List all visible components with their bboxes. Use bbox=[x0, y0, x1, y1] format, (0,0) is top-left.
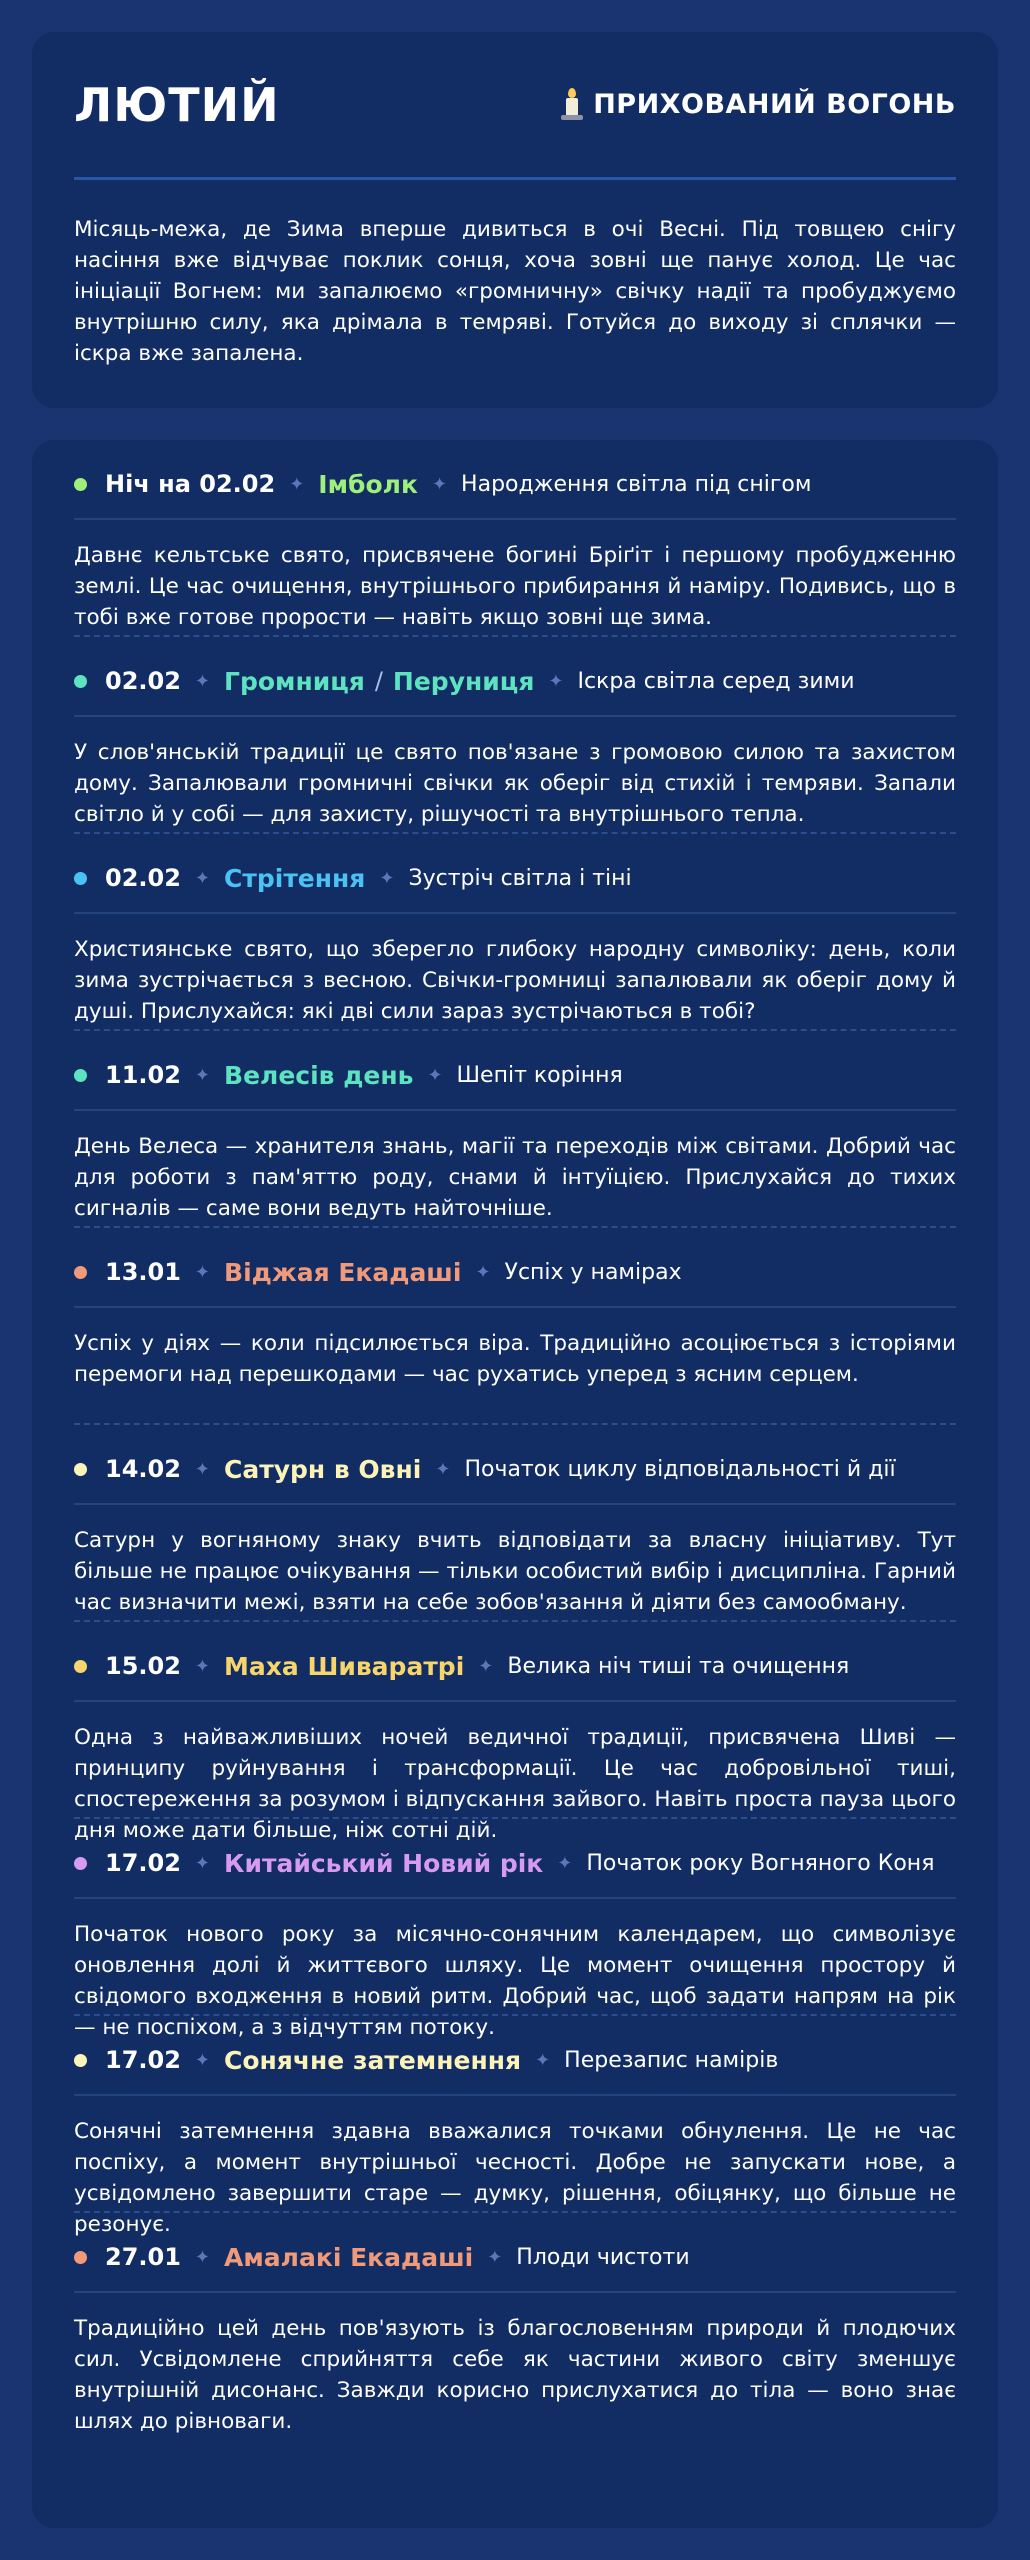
event-description: Успіх у діях — коли підсилюється віра. Традиційно асоціюється з історіями перемоги над перешкодами — час рухатись уперед з ясним серцем. bbox=[74, 1331, 956, 1387]
star-separator-icon: ✦ bbox=[379, 867, 395, 889]
star-separator-icon: ✦ bbox=[435, 1458, 451, 1480]
star-separator-icon: ✦ bbox=[194, 1261, 211, 1283]
event-header bbox=[74, 856, 956, 914]
event-item bbox=[74, 1819, 956, 2040]
star-separator-icon: ✦ bbox=[487, 2246, 503, 2268]
star-separator-icon: ✦ bbox=[194, 2049, 211, 2071]
star-separator-icon: ✦ bbox=[194, 1852, 211, 1874]
event-theme: Іскра світла серед зими bbox=[577, 668, 855, 694]
event-name: Стрітення bbox=[224, 863, 366, 893]
star-separator-icon: ✦ bbox=[194, 1655, 211, 1677]
star-separator-icon: ✦ bbox=[289, 473, 305, 495]
event-description: Давнє кельтське свято, присвячене богині Бріґіт і першому пробудженню землі. Це час очищення, внутрішнього прибирання й наміру. Подивись, що в тобі вже готове прорости — навіть якщо зовні ще зима. bbox=[74, 543, 956, 630]
event-dot-icon bbox=[74, 1463, 87, 1476]
event-theme: Народження світла під снігом bbox=[461, 471, 812, 497]
event-theme: Початок циклу відповідальності й дії bbox=[464, 1456, 896, 1482]
event-item bbox=[74, 637, 956, 834]
event-date: 15.02 bbox=[105, 1652, 181, 1680]
month-subtitle: ПРИХОВАНИЙ ВОГОНЬ bbox=[593, 89, 956, 120]
star-separator-icon: ✦ bbox=[427, 1064, 443, 1086]
event-description: Традиційно цей день пов'язують із благословенням природи й плодючих сил. Усвідомлене сприйняття себе як частини живого світу зменшує внутрішній дисонанс. Завжди корисно прислухатися до тіла — воно знає шлях до рівноваги. bbox=[74, 2316, 956, 2434]
event-description: Сонячні затемнення здавна вважалися точками обнулення. Це не час поспіху, а момент внутрішньої чесності. Добре не запускати нове, а усвідомлено завершити старе — думку, рішення, обіцянку, що більше не резонує. bbox=[74, 2119, 956, 2237]
star-separator-icon: ✦ bbox=[475, 1261, 491, 1283]
event-dot-icon bbox=[74, 1857, 87, 1870]
event-description: У слов'янській традиції це свято пов'язане з громовою силою та захистом дому. Запалювали громничні свічки як оберіг від стихій і темряви. Запали світло й у собі — для захисту, рішучості та внутрішнього тепла. bbox=[74, 740, 956, 827]
event-dot-icon bbox=[74, 1266, 87, 1279]
event-name: Китайський Новий рік bbox=[224, 1848, 544, 1878]
event-dot-icon bbox=[74, 675, 87, 688]
header-card bbox=[32, 32, 998, 408]
event-dot-icon bbox=[74, 2054, 87, 2067]
event-dot-icon bbox=[74, 872, 87, 885]
event-name: Маха Шиваратрі bbox=[224, 1651, 465, 1681]
event-name: Велесів день bbox=[224, 1060, 414, 1090]
event-description: День Велеса — хранителя знань, магії та переходів між світами. Добрий час для роботи з пам'яттю роду, снами й інтуїцією. Прислухайся до тихих сигналів — саме вони ведуть найточніше. bbox=[74, 1134, 956, 1221]
event-header bbox=[74, 659, 956, 717]
star-separator-icon: ✦ bbox=[194, 1458, 211, 1480]
event-theme: Плоди чистоти bbox=[516, 2244, 690, 2270]
event-dot-icon bbox=[74, 2251, 87, 2264]
event-name: Амалакі Екадаші bbox=[224, 2242, 474, 2272]
event-header bbox=[74, 1053, 956, 1111]
month-intro: Місяць-межа, де Зима вперше дивиться в очі Весні. Під товщею снігу насіння вже відчуває поклик сонця, хоча зовні ще панує холод. Це час ініціації Вогнем: ми запалюємо «громничну» свічку надії та пробуджуємо внутрішню силу, яка дрімала в темряві. Готуйся до виходу зі сплячки — іскра вже запалена. bbox=[74, 217, 956, 366]
star-separator-icon: ✦ bbox=[194, 670, 211, 692]
event-name-alt: Перуниця bbox=[392, 666, 535, 696]
event-date: 11.02 bbox=[105, 1061, 181, 1089]
month-title: ЛЮТИЙ bbox=[74, 77, 280, 132]
star-separator-icon: ✦ bbox=[557, 1852, 573, 1874]
event-theme: Зустріч світла і тіні bbox=[408, 865, 632, 891]
event-description: Початок нового року за місячно-сонячним календарем, що символізує оновлення долі й життєвого шляху. Це момент очищення простору й свідомого входження в новий ритм. Добрий час, щоб задати напрям на рік — не поспіхом, а з відчуттям потоку. bbox=[74, 1922, 956, 2040]
event-date: 27.01 bbox=[105, 2243, 181, 2271]
star-separator-icon: ✦ bbox=[535, 2049, 551, 2071]
event-date: Ніч на 02.02 bbox=[105, 470, 276, 498]
events-card bbox=[32, 440, 998, 2528]
event-name: Сатурн в Овні bbox=[224, 1454, 422, 1484]
event-item bbox=[74, 1228, 956, 1425]
event-description: Християнське свято, що зберегло глибоку народну символіку: день, коли зима зустрічається з весною. Свічки-громниці запалювали як оберіг дому й душі. Прислухайся: які дві сили зараз зустрічаються в тобі? bbox=[74, 937, 956, 1024]
event-header bbox=[74, 2038, 956, 2096]
event-theme: Початок року Вогняного Коня bbox=[586, 1850, 935, 1876]
event-name-slash: / bbox=[374, 667, 383, 695]
event-dot-icon bbox=[74, 1660, 87, 1673]
subtitle-group bbox=[561, 88, 956, 122]
event-item bbox=[74, 2016, 956, 2237]
event-theme: Перезапис намірів bbox=[564, 2047, 779, 2073]
event-item bbox=[74, 1622, 956, 1843]
star-separator-icon: ✦ bbox=[431, 473, 448, 495]
event-header bbox=[74, 1841, 956, 1899]
event-dot-icon bbox=[74, 478, 87, 491]
event-name: Віджая Екадаші bbox=[224, 1257, 462, 1287]
star-separator-icon: ✦ bbox=[194, 867, 211, 889]
event-theme: Велика ніч тиші та очищення bbox=[507, 1653, 850, 1679]
event-item bbox=[74, 1031, 956, 1228]
event-item bbox=[74, 1425, 956, 1622]
event-item bbox=[74, 834, 956, 1031]
event-theme: Шепіт коріння bbox=[456, 1062, 623, 1088]
event-theme: Успіх у намірах bbox=[504, 1259, 682, 1285]
header-row bbox=[74, 32, 956, 180]
event-date: 02.02 bbox=[105, 667, 181, 695]
event-description: Сатурн у вогняному знаку вчить відповідати за власну ініціативу. Тут більше не працює очікування — тільки особистий вибір і дисципліна. Гарний час визначити межі, взяти на себе зобов'язання й діяти без самообману. bbox=[74, 1528, 956, 1615]
event-date: 02.02 bbox=[105, 864, 181, 892]
event-header bbox=[74, 1250, 956, 1308]
event-item bbox=[74, 2213, 956, 2434]
event-header bbox=[74, 462, 956, 520]
event-date: 14.02 bbox=[105, 1455, 181, 1483]
event-header bbox=[74, 1447, 956, 1505]
event-dot-icon bbox=[74, 1069, 87, 1082]
event-name: Громниця bbox=[224, 666, 365, 696]
event-item bbox=[74, 440, 956, 637]
event-date: 13.01 bbox=[105, 1258, 181, 1286]
candle-icon bbox=[561, 88, 583, 122]
event-description: Одна з найважливіших ночей ведичної традиції, присвячена Шиві — принципу руйнування і трансформації. Це час добровільної тиші, спостереження за розумом і відпускання зайвого. Навіть проста пауза цього дня може дати більше, ніж сотні дій. bbox=[74, 1725, 956, 1843]
star-separator-icon: ✦ bbox=[548, 670, 564, 692]
event-name: Імболк bbox=[318, 469, 418, 499]
event-header bbox=[74, 1644, 956, 1702]
event-header bbox=[74, 2235, 956, 2293]
star-separator-icon: ✦ bbox=[478, 1655, 494, 1677]
event-date: 17.02 bbox=[105, 2046, 181, 2074]
star-separator-icon: ✦ bbox=[194, 2246, 211, 2268]
event-date: 17.02 bbox=[105, 1849, 181, 1877]
event-name: Сонячне затемнення bbox=[224, 2045, 522, 2075]
star-separator-icon: ✦ bbox=[194, 1064, 211, 1086]
